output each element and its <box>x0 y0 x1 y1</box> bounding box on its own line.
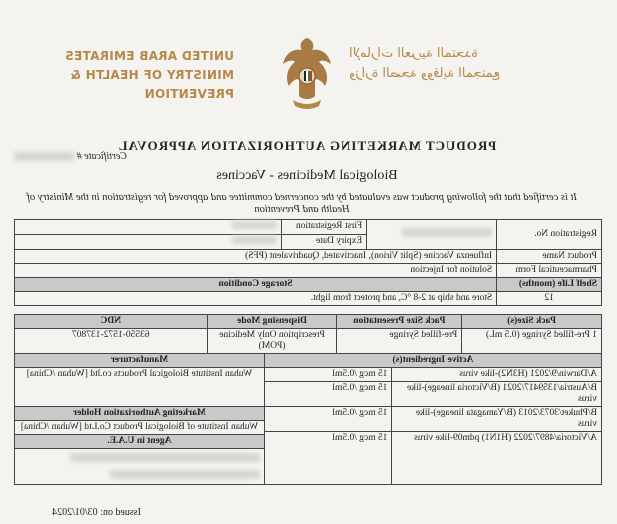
dispensing-header: Dispensing Mode <box>207 315 337 329</box>
form-label: Pharmaceutical Form <box>497 264 602 278</box>
ndc-value: 63550-1572-137807 <box>15 329 208 354</box>
manufacturer-value: Wuhan Institute Biological Products co.ltd [Wuhan /China] <box>15 368 265 407</box>
ingredient-name: A/Victoria/4897/2022 (H1N1) pdm09-like virus <box>392 432 602 485</box>
certificate-label: Certificate # <box>76 151 127 162</box>
storage-header: Storage Condition <box>15 278 497 292</box>
table-row <box>15 407 602 421</box>
table-row <box>15 329 602 354</box>
redacted-reg-no <box>402 228 492 237</box>
table-row <box>15 315 602 329</box>
ministry-title: MINISTRY OF HEALTH & PREVENTION <box>70 68 234 101</box>
shelf-life-value: 12 <box>497 292 602 306</box>
table-row <box>15 354 602 368</box>
ndc-header: NDC <box>15 315 208 329</box>
holder-value: Wuhan Institute of Biological Product Co.Ltd [Wuhan /China] <box>15 421 265 435</box>
product-name-value: Influenza Vaccine (Split Virion), Inactivated, Quadrivalent (PFS) <box>15 250 497 264</box>
pack-size-header: Pack Size(s) <box>462 315 602 329</box>
redacted-expiry <box>232 236 277 244</box>
ingredient-name: B/Phuket/3073/2013 (B/Yamagata lineage)-like virus <box>392 407 602 432</box>
ministry-title-arabic: وزارة الصحة ووقاية المجتمع <box>349 66 501 81</box>
presentation-value: Pre-filled Syringe <box>337 329 462 354</box>
document-title: PRODUCT MARKETING AUTHORIZATION APPROVAL <box>117 138 497 153</box>
agent-header: Agent in U.A.E. <box>15 435 265 449</box>
uae-emblem-icon <box>279 34 335 114</box>
ingredient-name: A/Darwin/9/2021 (H3N2)-like virus <box>392 368 602 382</box>
ingredient-dose: 15 mcg /0.5ml <box>264 368 392 382</box>
form-value: Solution for Injection <box>15 264 497 278</box>
table-row <box>15 220 602 235</box>
registration-table <box>14 219 602 306</box>
redacted-first-reg <box>232 221 277 229</box>
ingredient-dose: 15 mcg /0.5ml <box>264 382 392 407</box>
shelf-life-header: Shelf Life (months) <box>497 278 602 292</box>
ministry-name-arabic <box>349 44 589 84</box>
first-reg-value <box>15 220 282 235</box>
expiry-label: Expiry Date <box>282 235 367 250</box>
ministry-name-english <box>14 47 234 104</box>
document-subtitle: Biological Medicines - Vaccines <box>216 168 398 183</box>
reg-no-label: Registration No. <box>497 220 602 250</box>
ministry-country-arabic: الإمارات العربية المتحدة <box>349 46 478 61</box>
issued-date: 03/01/2024 <box>52 507 98 518</box>
certificate-number <box>14 151 127 162</box>
table-row <box>15 278 602 292</box>
holder-header: Marketing Authorization Holder <box>15 407 265 421</box>
storage-value: Store and ship at 2-8 °C, and protect from light. <box>15 292 497 306</box>
dispensing-value: Prescription Only Medicine (POM) <box>207 329 337 354</box>
ingredient-name: B/Austria/1359417/2021 (B/Victoria lineage)-like virus <box>392 382 602 407</box>
redacted-agent-address <box>110 470 260 479</box>
presentation-header: Pack Size Presentation <box>337 315 462 329</box>
pack-size-value: 1 Pre-filled Syringe (0.5 mL) <box>462 329 602 354</box>
expiry-value <box>15 235 282 250</box>
ingredient-dose: 15 mcg /0.5ml <box>264 432 392 485</box>
certification-statement: It is certified that the following product was evaluated by the concerned committee and approved for registration in the Ministry of Health and Prevention <box>27 192 577 215</box>
agent-value <box>15 449 265 485</box>
first-reg-label: First Registration <box>282 220 367 235</box>
ministry-country: UNITED ARAB EMIRATES <box>64 49 234 63</box>
active-ingredients-header: Active Ingredient(s) <box>264 354 601 368</box>
ingredient-dose: 15 mcg /0.5ml <box>264 407 392 432</box>
reg-no-value <box>367 220 497 250</box>
table-row <box>15 250 602 264</box>
issued-label: Issued on: <box>100 507 141 518</box>
manufacturer-header: Manufacturer <box>15 354 265 368</box>
redacted-certificate-number <box>14 152 74 161</box>
issued-on <box>52 507 141 518</box>
table-row <box>15 292 602 306</box>
redacted-agent-name <box>70 453 260 462</box>
table-row <box>15 264 602 278</box>
product-name-label: Product Name <box>497 250 602 264</box>
ingredients-table <box>14 353 602 485</box>
pack-table <box>14 314 602 354</box>
table-row <box>15 368 602 382</box>
